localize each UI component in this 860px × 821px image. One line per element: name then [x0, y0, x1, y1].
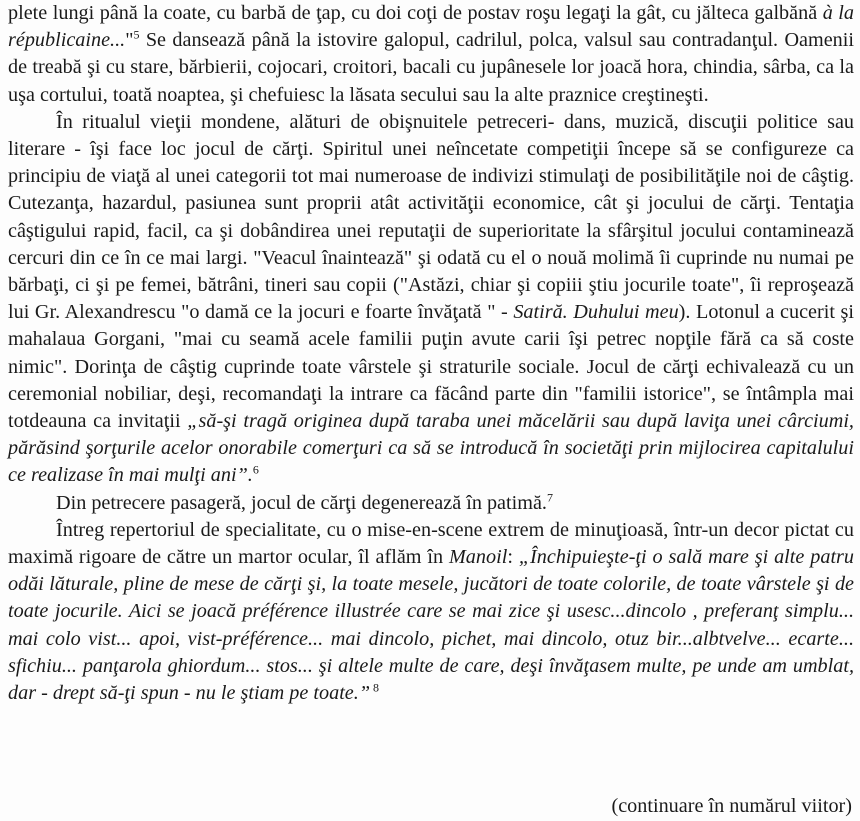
- continuation-note: (continuare în numărul viitor): [611, 795, 852, 817]
- footnote-ref-8[interactable]: 8: [370, 680, 380, 695]
- paragraph-4-italic-a: Manoil: [448, 546, 508, 569]
- paragraph-1-italic-a: à la républicaine...: [8, 2, 854, 52]
- paragraph-2-italic-b: „să-şi tragă originea după taraba unei măcelării sau după laviţa unei cârciumi, părăsind şorţurile acelor onorabile comerţuri ca să se introducă în societăţi prin mijlocirea capitalului ce realizase în mai mulţi ani”.: [8, 410, 854, 487]
- paragraph-4-text-a: Întreg repertoriul de specialitate, cu o mise-en-scene extrem de minuţioasă, într-un decor pictat cu maximă rigoare de către un martor ocular, îl aflăm în: [8, 518, 854, 569]
- footnote-ref-6[interactable]: 6: [252, 462, 259, 477]
- paragraph-2-text-b: ). Lotonul a cucerit şi mahalaua Gorgani, "mai cu seamă acele familii puţin avute carii îşi petrec nopţile fără ca să coste nimic". Dorinţa de câştig cuprinde toate vârstele şi straturile sociale. Jocul de cărţi echivalează cu un ceremonial nobiliar, deşi, recomandaţi la intrare ca făcând parte din "familii istorice", se întâmpla mai totdeauna ca invitaţii: [8, 301, 854, 433]
- paragraph-4-text-b: :: [507, 546, 519, 569]
- paragraph-1-text-c: Se dansează până la istovire galopul, cadrilul, polca, valsul sau contradanţul. Oamenii de treabă şi cu stare, bărbierii, cojocari, croitori, bacali cu jupânesele lor joacă hora, chindia, sârba, ca la uşa cortului, toată noaptea, şi chefuiesc la lăsata secului sau la alte praznice creştineşti.: [8, 29, 854, 106]
- paragraph-4-italic-b: „Închipuieşte-ţi o sală mare şi alte patru odăi lăturale, pline de mese de cărţi şi, la toate mesele, jucători de toate colorile, de toate vârstele şi de toate jocurile. Aici se joacă préférence illustrée care se mai zice şi usesc...dincolo , preferanţ simplu... mai colo vist... apoi, vist-préférence... mai dincolo, pichet, mai dincolo, otuz bir...albtvelve... ecarte... sfichiu... panţarola ghiordum... stos... şi altele multe de care, deşi învăţasem multe, pe unde am umblat, dar - drept să-ţi spun - nu le ştiam pe toate.”: [8, 546, 855, 705]
- footnote-ref-5[interactable]: 5: [133, 27, 140, 42]
- paragraph-1-text-a: plete lungi până la coate, cu barbă de ţap, cu doi coţi de postav roşu legaţi la gât, cu jălteca galbănă: [8, 2, 823, 24]
- footnote-ref-7[interactable]: 7: [546, 489, 553, 504]
- body-text: [8, 0, 854, 707]
- paragraph-3-text-a: Din petrecere pasageră, jocul de cărţi degenerează în patimă.: [56, 491, 547, 514]
- paragraph-3: [8, 490, 854, 517]
- paragraph-2-italic-a: Satiră. Duhului meu: [513, 301, 679, 324]
- paragraph-4: [8, 517, 854, 707]
- paragraph-1-text-b: ": [125, 29, 134, 52]
- paragraph-2: [8, 109, 854, 490]
- paragraph-1: [8, 0, 854, 109]
- paragraph-2-text-a: În ritualul vieţii mondene, alături de obişnuitele petreceri- dans, muzică, discuţii politice sau literare - îşi face loc jocul de cărţi. Spiritul unei neîncetate competiţii începe să se configureze ca principiu de viaţă al unei categorii tot mai numeroase de indivizi stimulaţi de posibilităţile noi de câştig. Cutezanţa, hazardul, pasiunea sunt proprii atât activităţii economice, cât şi jocului de cărţi. Tentaţia câştigului rapid, facil, ca şi dobândirea unei reputaţii de superioritate la sfârşitul jocului contaminează cercuri din ce în ce mai largi. "Veacul înaintează" şi odată cu el o nouă molimă îi cuprinde nu numai pe bărbaţi, ci şi pe femei, bătrâni, tineri sau copii ("Astăzi, chiar şi copiii ştiu jocurile toate", îi reproşează lui Gr. Alexandrescu "o damă ce la jocuri e foarte învăţată " -: [8, 110, 854, 324]
